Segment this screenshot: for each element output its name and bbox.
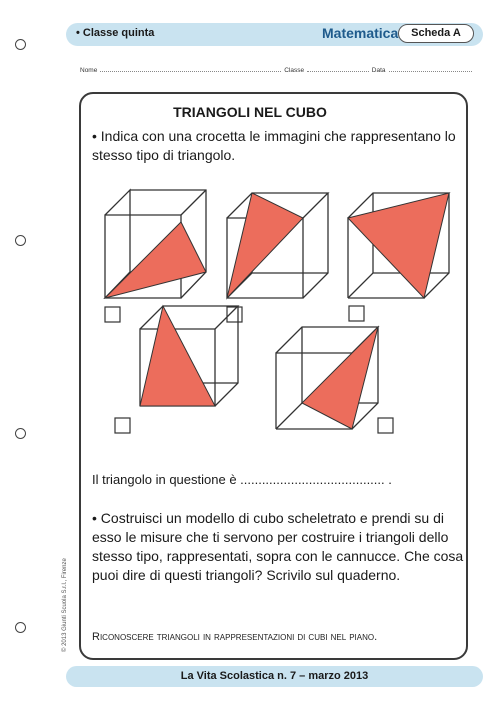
learning-objective: Riconoscere triangoli in rappresentazioni di cubi nel piano. (92, 631, 378, 643)
cube-figure-5 (276, 327, 378, 429)
instruction-1: • Indica con una crocetta le immagini che rappresentano lo stesso tipo di triangolo. (92, 128, 456, 163)
grade-label: • Classe quinta (76, 27, 155, 39)
page-title: TRIANGOLI NEL CUBO (173, 104, 327, 120)
cube-figure-2 (227, 193, 328, 298)
checkbox-5[interactable] (378, 418, 393, 433)
subject-label: Matematica (322, 25, 399, 41)
cube-figure-3 (348, 193, 449, 298)
triangle-2 (227, 193, 303, 298)
name-label: Nome (80, 67, 98, 74)
checkbox-1[interactable] (105, 307, 120, 322)
cube-figure-4 (140, 306, 238, 406)
cube-figure-1 (105, 190, 206, 298)
footer-band: La Vita Scolastica n. 7 – marzo 2013 (66, 666, 483, 687)
checkbox-4[interactable] (115, 418, 130, 433)
answer-line[interactable]: Il triangolo in questione è ........................................ . (92, 472, 392, 487)
triangle-4 (140, 306, 215, 406)
copyright-credit: © 2013 Giunti Scuola S.r.l., Firenze (62, 558, 68, 652)
checkbox-3[interactable] (349, 306, 364, 321)
triangle-1 (105, 222, 206, 298)
instruction-2: • Costruisci un modello di cubo scheletrato e prendi su di esso le misure che ti servono per costruire i triangoli dello stesso tipo, rappresentati, sopra con le cannucce. Che cosa puoi dire di questi triangoli? Scrivilo sul quaderno. (92, 510, 464, 583)
class-label: Classe (284, 67, 305, 74)
sheet-badge: Scheda A (398, 24, 474, 43)
date-label: Data (371, 67, 386, 74)
